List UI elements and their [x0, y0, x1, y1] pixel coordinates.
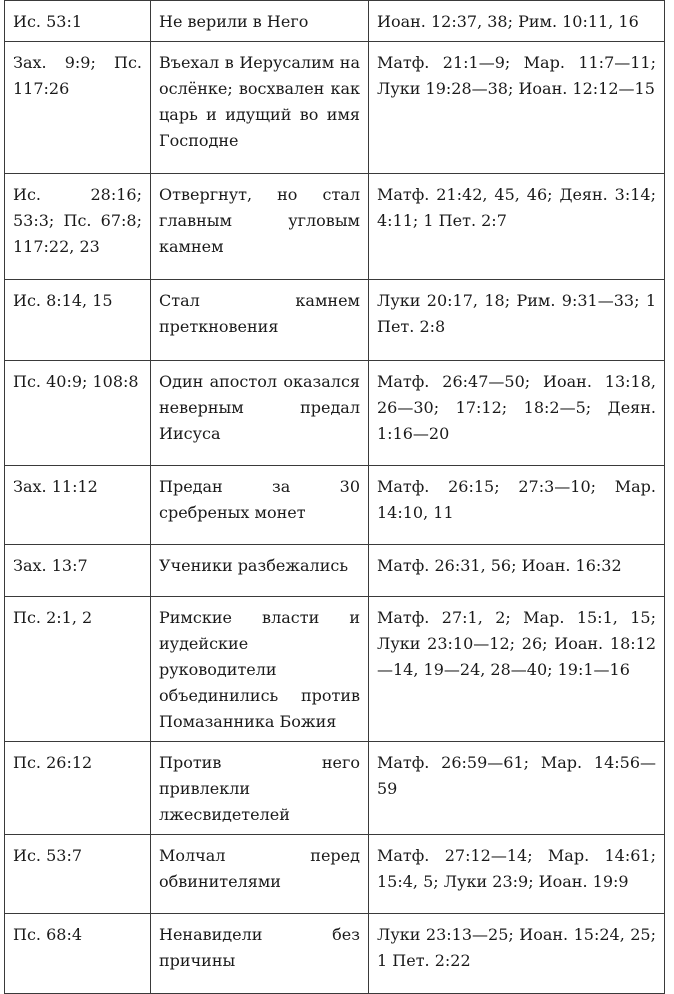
- table-row: [5, 361, 665, 466]
- new-testament-fulfillment: Матф. 26:59—61; Мар. 14:56—59: [369, 742, 665, 835]
- old-testament-reference: Зах. 13:7: [5, 545, 151, 597]
- new-testament-fulfillment: Матф. 27:12—14; Мар. 14:61; 15:4, 5; Луки 23:9; Иоан. 19:9: [369, 835, 665, 914]
- new-testament-fulfillment: Луки 20:17, 18; Рим. 9:31—33; 1 Пет. 2:8: [369, 280, 665, 361]
- table-row: [5, 597, 665, 742]
- new-testament-fulfillment: Матф. 26:31, 56; Иоан. 16:32: [369, 545, 665, 597]
- table-row: [5, 835, 665, 914]
- prophecy-fulfillment-table: [4, 0, 665, 994]
- old-testament-reference: Ис. 53:1: [5, 1, 151, 42]
- old-testament-reference: Пс. 2:1, 2: [5, 597, 151, 742]
- old-testament-reference: Пс. 40:9; 108:8: [5, 361, 151, 466]
- table-row: [5, 1, 665, 42]
- prophecy-event: Стал камнем преткновения: [151, 280, 369, 361]
- table-row: [5, 742, 665, 835]
- new-testament-fulfillment: Матф. 26:15; 27:3—10; Мар. 14:10, 11: [369, 466, 665, 545]
- new-testament-fulfillment: Матф. 21:42, 45, 46; Деян. 3:14; 4:11; 1 Пет. 2:7: [369, 174, 665, 280]
- old-testament-reference: Ис. 28:16; 53:3; Пс. 67:8; 117:22, 23: [5, 174, 151, 280]
- prophecy-event: Молчал перед обвинителями: [151, 835, 369, 914]
- prophecy-event: Предан за 30 сребреных монет: [151, 466, 369, 545]
- table-row: [5, 280, 665, 361]
- old-testament-reference: Пс. 26:12: [5, 742, 151, 835]
- table-row: [5, 914, 665, 994]
- table-row: [5, 174, 665, 280]
- prophecy-event: Ненавидели без причины: [151, 914, 369, 994]
- old-testament-reference: Ис. 53:7: [5, 835, 151, 914]
- table-row: [5, 466, 665, 545]
- table-row: [5, 42, 665, 174]
- old-testament-reference: Зах. 9:9; Пс. 117:26: [5, 42, 151, 174]
- new-testament-fulfillment: Матф. 27:1, 2; Мар. 15:1, 15; Луки 23:10—12; 26; Иоан. 18:12—14, 19—24, 28—40; 19:1—16: [369, 597, 665, 742]
- prophecy-event: Не верили в Него: [151, 1, 369, 42]
- old-testament-reference: Пс. 68:4: [5, 914, 151, 994]
- new-testament-fulfillment: Луки 23:13—25; Иоан. 15:24, 25; 1 Пет. 2:22: [369, 914, 665, 994]
- new-testament-fulfillment: Иоан. 12:37, 38; Рим. 10:11, 16: [369, 1, 665, 42]
- new-testament-fulfillment: Матф. 21:1—9; Мар. 11:7—11; Луки 19:28—38; Иоан. 12:12—15: [369, 42, 665, 174]
- prophecy-event: Против него привлекли лжесвидетелей: [151, 742, 369, 835]
- prophecy-event: Один апостол оказался неверным предал Иисуса: [151, 361, 369, 466]
- prophecy-event: Отвергнут, но стал главным угловым камнем: [151, 174, 369, 280]
- prophecy-event: Ученики разбежались: [151, 545, 369, 597]
- table-row: [5, 545, 665, 597]
- old-testament-reference: Ис. 8:14, 15: [5, 280, 151, 361]
- new-testament-fulfillment: Матф. 26:47—50; Иоан. 13:18, 26—30; 17:12; 18:2—5; Деян. 1:16—20: [369, 361, 665, 466]
- old-testament-reference: Зах. 11:12: [5, 466, 151, 545]
- prophecy-event: Въехал в Иерусалим на ослёнке; восхвален как царь и идущий во имя Господне: [151, 42, 369, 174]
- prophecy-event: Римские власти и иудейские руководители объединились против Помазанника Божия: [151, 597, 369, 742]
